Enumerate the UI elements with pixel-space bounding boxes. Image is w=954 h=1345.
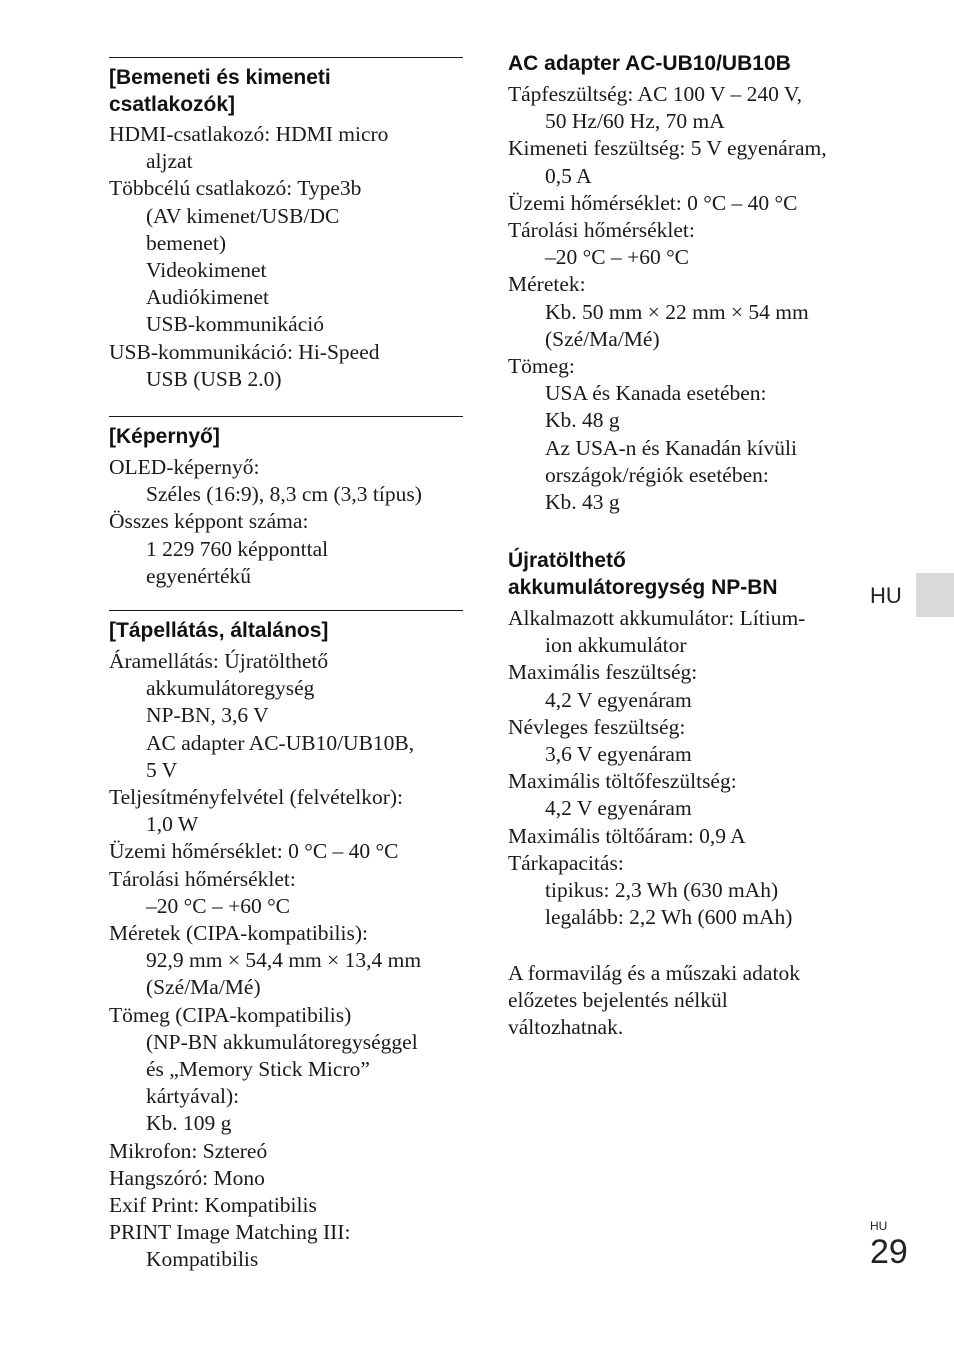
spec-line: egyenértékű (146, 563, 252, 588)
section-heading-screen: [Képernyő] (109, 425, 220, 448)
spec-line: Többcélú csatlakozó: Type3b (109, 176, 362, 201)
spec-line: Tápfeszültség: AC 100 V – 240 V, (508, 82, 803, 106)
spec-line: Audiókimenet (146, 285, 270, 310)
spec-line: USB (USB 2.0) (146, 366, 282, 391)
spec-line: Tárolási hőmérséklet: (109, 866, 296, 891)
spec-line: Az USA-n és Kanadán kívüli (545, 435, 797, 460)
spec-line: (AV kimenet/USB/DC (146, 203, 340, 228)
spec-line: Üzemi hőmérséklet: 0 °C – 40 °C (109, 839, 399, 864)
spec-line: Maximális töltőfeszültség: (508, 769, 737, 794)
spec-line: –20 °C – +60 °C (146, 893, 291, 918)
spec-line: Kb. 43 g (545, 490, 620, 515)
spec-line: Teljesítményfelvétel (felvételkor): (109, 785, 403, 810)
spec-line: USA és Kanada esetében: (545, 381, 767, 406)
spec-line: Tárkapacitás: (508, 850, 624, 875)
spec-line: Tömeg (CIPA-kompatibilis) (109, 1002, 352, 1027)
spec-line: Hangszóró: Mono (109, 1165, 265, 1190)
spec-line: országok/régiók esetében: (545, 462, 769, 487)
spec-line: Méretek: (508, 272, 586, 297)
section-heading-adapter: AC adapter AC-UB10/UB10B (508, 52, 791, 75)
spec-line: Mikrofon: Sztereó (109, 1138, 268, 1163)
spec-line: aljzat (146, 149, 193, 174)
spec-line: Maximális töltőáram: 0,9 A (508, 823, 746, 848)
section-battery (508, 547, 868, 931)
spec-line: 50 Hz/60 Hz, 70 mA (545, 109, 725, 134)
spec-line: Tárolási hőmérséklet: (508, 218, 695, 243)
section-power (109, 617, 463, 1274)
spec-line: Maximális feszültség: (508, 660, 698, 685)
spec-line: Méretek (CIPA-kompatibilis): (109, 921, 368, 946)
note-line: A formavilág és a műszaki adatok (508, 961, 800, 985)
spec-line: Összes képpont száma: (109, 509, 309, 534)
spec-line: 3,6 V egyenáram (545, 742, 692, 767)
spec-line: USB-kommunikáció (146, 312, 324, 337)
spec-line: NP-BN, 3,6 V (146, 703, 269, 728)
spec-line: Kompatibilis (146, 1247, 259, 1272)
language-tab-marker (916, 573, 954, 617)
spec-line: 5 V (146, 757, 178, 782)
section-divider (109, 610, 463, 611)
spec-line: és „Memory Stick Micro” (146, 1057, 370, 1082)
spec-line: AC adapter AC-UB10/UB10B, (146, 730, 415, 755)
disclaimer-note (508, 960, 868, 1042)
spec-line: Széles (16:9), 8,3 cm (3,3 típus) (146, 482, 422, 507)
spec-line: Áramellátás: Újratölthető (109, 649, 329, 673)
spec-line: (NP-BN akkumulátoregységgel (146, 1029, 418, 1054)
spec-line: legalább: 2,2 Wh (600 mAh) (545, 905, 793, 930)
spec-line: USB-kommunikáció: Hi-Speed (109, 339, 380, 364)
spec-line: –20 °C – +60 °C (545, 245, 690, 270)
spec-line: Üzemi hőmérséklet: 0 °C – 40 °C (508, 190, 798, 215)
spec-line: 0,5 A (545, 163, 592, 188)
section-divider (109, 416, 463, 417)
spec-line: bemenet) (146, 230, 226, 255)
section-heading-power: [Tápellátás, általános] (109, 619, 329, 642)
spec-line: tipikus: 2,3 Wh (630 mAh) (545, 878, 779, 903)
spec-line: 4,2 V egyenáram (545, 687, 692, 712)
spec-line: Kb. 50 mm × 22 mm × 54 mm (545, 299, 809, 324)
spec-line: 92,9 mm × 54,4 mm × 13,4 mm (146, 948, 422, 973)
spec-line: ion akkumulátor (545, 633, 687, 658)
spec-line: Videokimenet (146, 258, 267, 283)
spec-line: kártyával): (146, 1084, 240, 1109)
page-number: 29 (870, 1233, 908, 1271)
section-heading-battery-line1: Újratölthető (508, 549, 626, 572)
spec-line: OLED-képernyő: (109, 455, 260, 479)
spec-line: Kimeneti feszültség: 5 V egyenáram, (508, 136, 827, 161)
note-line: változhatnak. (508, 1015, 624, 1040)
spec-line: 1 229 760 képponttal (146, 536, 329, 561)
spec-line: 4,2 V egyenáram (545, 796, 692, 821)
spec-line: akkumulátoregység (146, 676, 315, 701)
spec-line: Kb. 48 g (545, 408, 620, 433)
section-divider (109, 57, 463, 58)
spec-line: Kb. 109 g (146, 1111, 232, 1136)
section-adapter (508, 50, 868, 516)
spec-line: Névleges feszültség: (508, 714, 686, 739)
spec-line: Alkalmazott akkumulátor: Lítium- (508, 606, 806, 630)
spec-line: 1,0 W (146, 812, 199, 837)
language-tab-label: HU (870, 583, 902, 608)
spec-line: Tömeg: (508, 354, 575, 379)
spec-line: (Szé/Ma/Mé) (545, 326, 660, 351)
section-heading-battery-line2: akkumulátoregység NP-BN (508, 576, 778, 599)
spec-line: HDMI-csatlakozó: HDMI micro (109, 122, 389, 146)
section-heading-io-line1: [Bemeneti és kimeneti (109, 66, 331, 89)
spec-line: Exif Print: Kompatibilis (109, 1193, 317, 1218)
spec-line: PRINT Image Matching III: (109, 1220, 351, 1245)
spec-line: (Szé/Ma/Mé) (146, 975, 261, 1000)
note-line: előzetes bejelentés nélkül (508, 988, 728, 1013)
section-screen (109, 423, 463, 590)
section-io (109, 64, 463, 393)
section-heading-io-line2: csatlakozók] (109, 93, 236, 116)
page-language-code: HU (870, 1219, 888, 1233)
